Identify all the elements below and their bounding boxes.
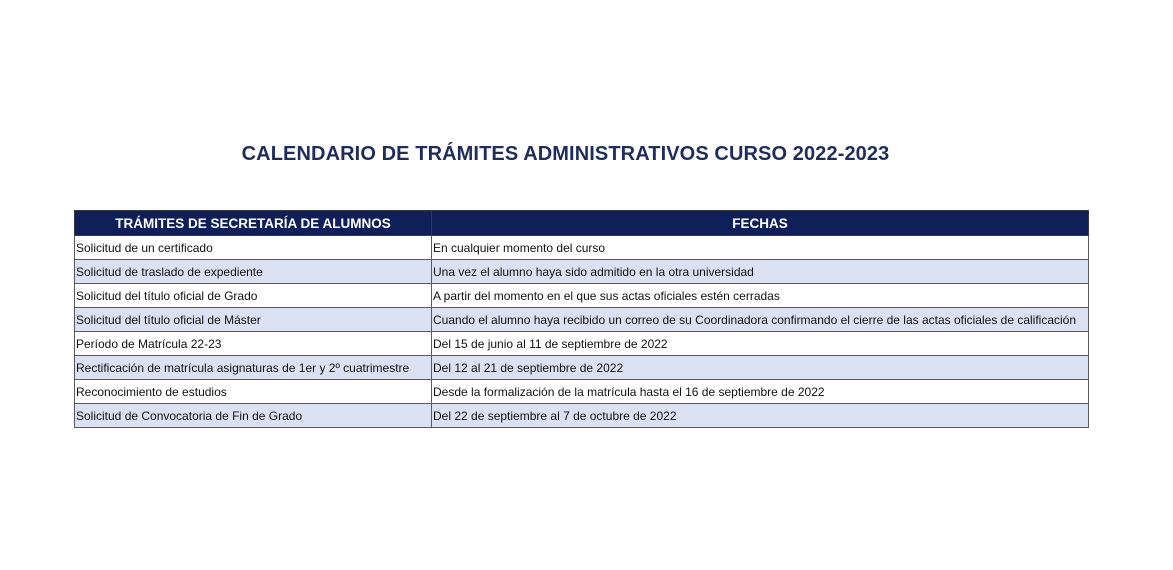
table-row [75,260,1089,284]
table-header-row [75,211,1089,236]
date-cell: Desde la formalización de la matrícula hasta el 16 de septiembre de 2022 [432,380,1089,404]
procedure-cell: Rectificación de matrícula asignaturas de 1er y 2º cuatrimestre [75,356,432,380]
procedure-cell: Solicitud de traslado de expediente [75,260,432,284]
date-cell: Del 15 de junio al 11 de septiembre de 2022 [432,332,1089,356]
procedure-cell: Solicitud del título oficial de Grado [75,284,432,308]
table-row [75,236,1089,260]
procedure-cell: Solicitud del título oficial de Máster [75,308,432,332]
procedure-cell: Reconocimiento de estudios [75,380,432,404]
date-cell: A partir del momento en el que sus actas oficiales estén cerradas [432,284,1089,308]
date-cell: Cuando el alumno haya recibido un correo de su Coordinadora confirmando el cierre de las actas oficiales de calificación [432,308,1089,332]
table-row [75,380,1089,404]
column-header-procedures: TRÁMITES DE SECRETARÍA DE ALUMNOS [75,211,432,236]
page-title: CALENDARIO DE TRÁMITES ADMINISTRATIVOS CURSO 2022-2023 [241,143,890,165]
table-row [75,404,1089,428]
procedures-table [74,210,1089,428]
procedure-cell: Solicitud de un certificado [75,236,432,260]
date-cell: Del 22 de septiembre al 7 de octubre de 2022 [432,404,1089,428]
procedure-cell: Solicitud de Convocatoria de Fin de Grado [75,404,432,428]
date-cell: En cualquier momento del curso [432,236,1089,260]
date-cell: Del 12 al 21 de septiembre de 2022 [432,356,1089,380]
column-header-dates: FECHAS [432,211,1089,236]
table-row [75,284,1089,308]
date-cell: Una vez el alumno haya sido admitido en la otra universidad [432,260,1089,284]
table-row [75,308,1089,332]
procedure-cell: Período de Matrícula 22-23 [75,332,432,356]
table-row [75,356,1089,380]
table-row [75,332,1089,356]
